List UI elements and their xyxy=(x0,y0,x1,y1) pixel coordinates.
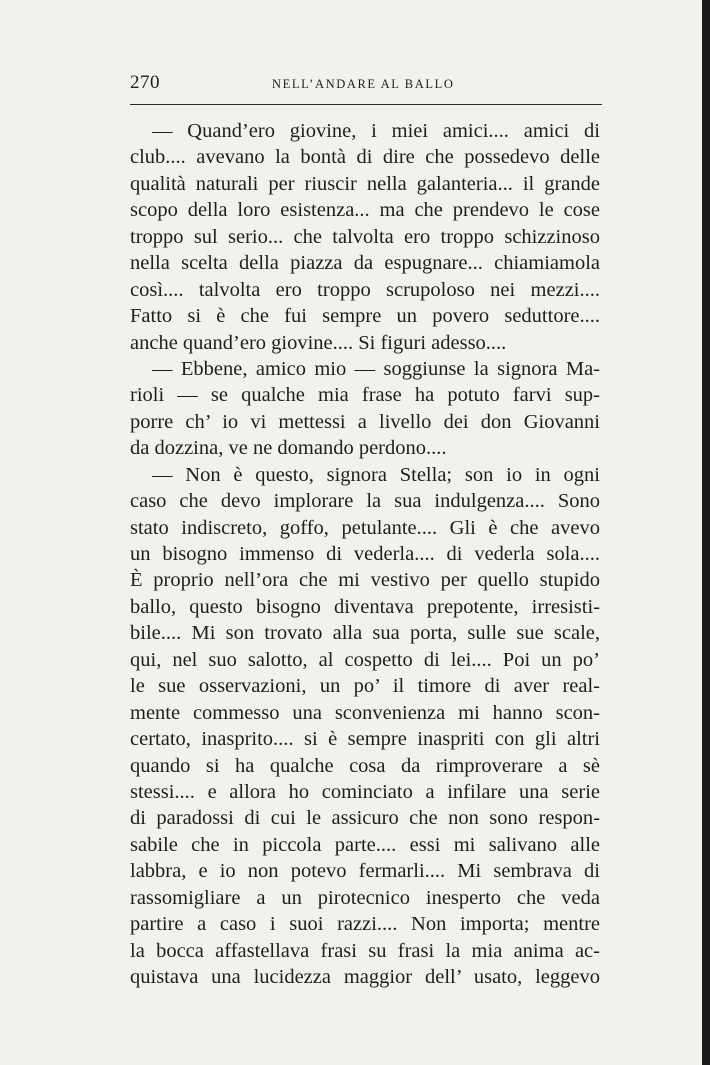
running-head: NELL’ANDARE AL BALLO xyxy=(272,77,455,91)
text-line: stato indiscreto, goffo, petulante.... Gli è che avevo xyxy=(130,516,600,539)
text-line: di paradossi di cui le assicuro che non sono respon- xyxy=(130,807,600,830)
text-line: ballo, questo bisogno diventava prepotente, irresisti- xyxy=(130,595,600,618)
page-edge-shadow xyxy=(702,0,710,1065)
text-line: porre ch’ io vi mettessi a livello dei don Giovanni xyxy=(130,410,600,433)
text-line: Fatto si è che fui sempre un povero seduttore.... xyxy=(130,305,600,328)
text-line: partire a caso i suoi razzi.... Non importa; mentre xyxy=(130,913,600,936)
text-line: le sue osservazioni, un po’ il timore di aver real- xyxy=(130,675,600,698)
text-line: rassomigliare a un pirotecnico inesperto che veda xyxy=(130,886,600,909)
text-line: — Quand’ero giovine, i miei amici.... amici di xyxy=(152,120,600,142)
body-text xyxy=(130,118,600,990)
text-line: quando si ha qualche cosa da rimproverare a sè xyxy=(130,754,600,777)
text-line: rioli — se qualche mia frase ha potuto farvi sup- xyxy=(130,384,600,407)
text-line: qualità naturali per riuscir nella galanteria... il grande xyxy=(130,172,600,195)
text-line: quistava una lucidezza maggior dell’ usato, leggevo xyxy=(130,966,600,988)
text-line: anche quand’ero giovine.... Si figuri adesso.... xyxy=(130,331,507,354)
text-line: certato, inasprito.... si è sempre inaspriti con gli altri xyxy=(130,728,600,751)
text-line: È proprio nell’ora che mi vestivo per quello stupido xyxy=(130,569,600,592)
text-line: da dozzina, ve ne domando perdono.... xyxy=(130,437,447,460)
text-line: stessi.... e allora ho cominciato a infilare una serie xyxy=(130,780,600,803)
page-header xyxy=(130,72,600,96)
text-line: — Non è questo, signora Stella; son io in ogni xyxy=(152,463,600,486)
text-line: un bisogno immenso di vederla.... di vederla sola.... xyxy=(130,543,600,565)
text-line: — Ebbene, amico mio — soggiunse la signora Ma- xyxy=(152,357,600,380)
text-line: nella scelta della piazza da espugnare... chiamiamola xyxy=(130,252,600,275)
text-line: labbra, e io non potevo fermarli.... Mi sembrava di xyxy=(130,860,600,883)
text-line: caso che devo implorare la sua indulgenza.... Sono xyxy=(130,490,600,513)
text-line: sabile che in piccola parte.... essi mi salivano alle xyxy=(130,833,600,856)
page-number: 270 xyxy=(130,72,160,93)
text-line: così.... talvolta ero troppo scrupoloso nei mezzi.... xyxy=(130,278,600,301)
header-rule xyxy=(130,104,602,105)
text-line: qui, nel suo salotto, al cospetto di lei.... Poi un po’ xyxy=(130,648,600,671)
text-line: troppo sul serio... che talvolta ero troppo schizzinoso xyxy=(130,225,600,248)
text-line: la bocca affastellava frasi su frasi la mia anima ac- xyxy=(130,939,600,962)
text-line: bile.... Mi son trovato alla sua porta, sulle sue scale, xyxy=(130,622,600,645)
text-line: scopo della loro esistenza... ma che prendevo le cose xyxy=(130,199,600,222)
text-line: mente commesso una sconvenienza mi hanno scon- xyxy=(130,701,600,724)
text-line: club.... avevano la bontà di dire che possedevo delle xyxy=(130,146,600,169)
